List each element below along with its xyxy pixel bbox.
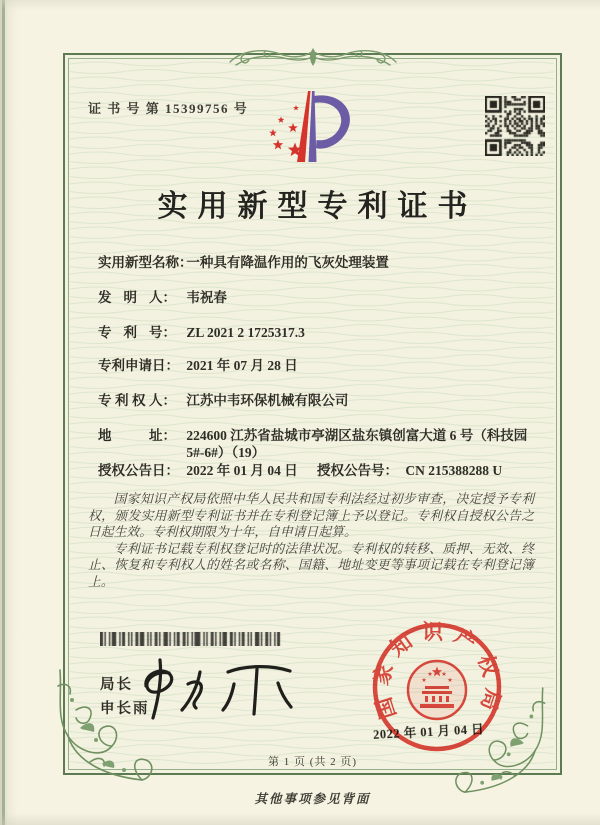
field-label: 专 利 申 请 日： xyxy=(98,358,179,373)
certificate-number: 证 书 号 第 15399756 号 xyxy=(88,101,249,116)
field-row-address xyxy=(98,427,538,461)
handwritten-signature-icon xyxy=(124,656,324,724)
cnipa-patent-logo-icon xyxy=(264,88,356,168)
qr-code-icon xyxy=(485,96,545,156)
field-value: 一种具有降温作用的飞灰处理装置 xyxy=(186,255,389,270)
seal-ring-text: 国家知识产权局 xyxy=(368,620,506,722)
field-value: 江苏中韦环保机械有限公司 xyxy=(186,393,349,408)
legal-paragraph: 国家知识产权局依照中华人民共和国专利法经过初步审查，决定授予专利权，颁发实用新型专利证书并在专利登记簿上予以登记。专利权自授权公告之日起生效。专利权期限为十年，自申请日起算。 xyxy=(88,492,534,539)
grant-date-label: 授 权 公 告 日： xyxy=(98,463,179,478)
field-label: 专 利 权 人： xyxy=(98,393,176,408)
seal-date: 2022 年 01 月 04 日 xyxy=(372,722,485,742)
grant-date-value: 2022 年 01 月 04 日 xyxy=(186,463,298,478)
grant-number-value: CN 215388288 U xyxy=(405,463,503,478)
national-emblem-icon xyxy=(408,661,466,719)
certificate-title: 实用新型专利证书 xyxy=(157,190,478,223)
field-label: 地 址： xyxy=(98,428,176,443)
field-value: ZL 2021 2 1725317.3 xyxy=(186,325,305,340)
field-label: 实 用 新 型 名 称： xyxy=(98,255,193,270)
page-number: 第 1 页 (共 2 页) xyxy=(267,756,358,768)
grant-number-label: 授 权 公 告 号： xyxy=(317,463,398,478)
field-label: 发 明 人： xyxy=(98,290,176,305)
field-row-name xyxy=(98,254,538,271)
field-row-patentee xyxy=(98,392,538,409)
field-row-filing-date xyxy=(98,357,538,374)
field-label: 专 利 号： xyxy=(98,325,176,340)
legal-paragraph: 专利证书记载专利权登记时的法律状况。专利权的转移、质押、无效、终止、恢复和专利权人的姓名或名称、国籍、地址变更等事项记载在专利登记簿上。 xyxy=(88,541,534,589)
page-edge-green-line xyxy=(2,0,5,825)
field-row-inventor xyxy=(98,289,538,306)
legal-text-block xyxy=(88,491,534,590)
field-value: 224600 江苏省盐城市亭湖区盐东镇创富大道 6 号（科技园 5#-6#）（19） xyxy=(186,428,528,460)
field-value: 韦祝春 xyxy=(186,290,227,305)
field-row-grant xyxy=(98,462,538,479)
field-value: 2021 年 07 月 28 日 xyxy=(186,358,298,373)
barcode-icon xyxy=(100,632,283,646)
signatory-name: 申长雨 xyxy=(100,701,150,717)
signatory-title: 局长 xyxy=(100,677,133,693)
field-row-patent-number xyxy=(98,324,538,341)
back-side-note: 其他事项参见背面 xyxy=(254,792,371,806)
page-edge-shadow-top xyxy=(0,0,600,10)
page-edge-shadow-bottom xyxy=(0,813,600,825)
